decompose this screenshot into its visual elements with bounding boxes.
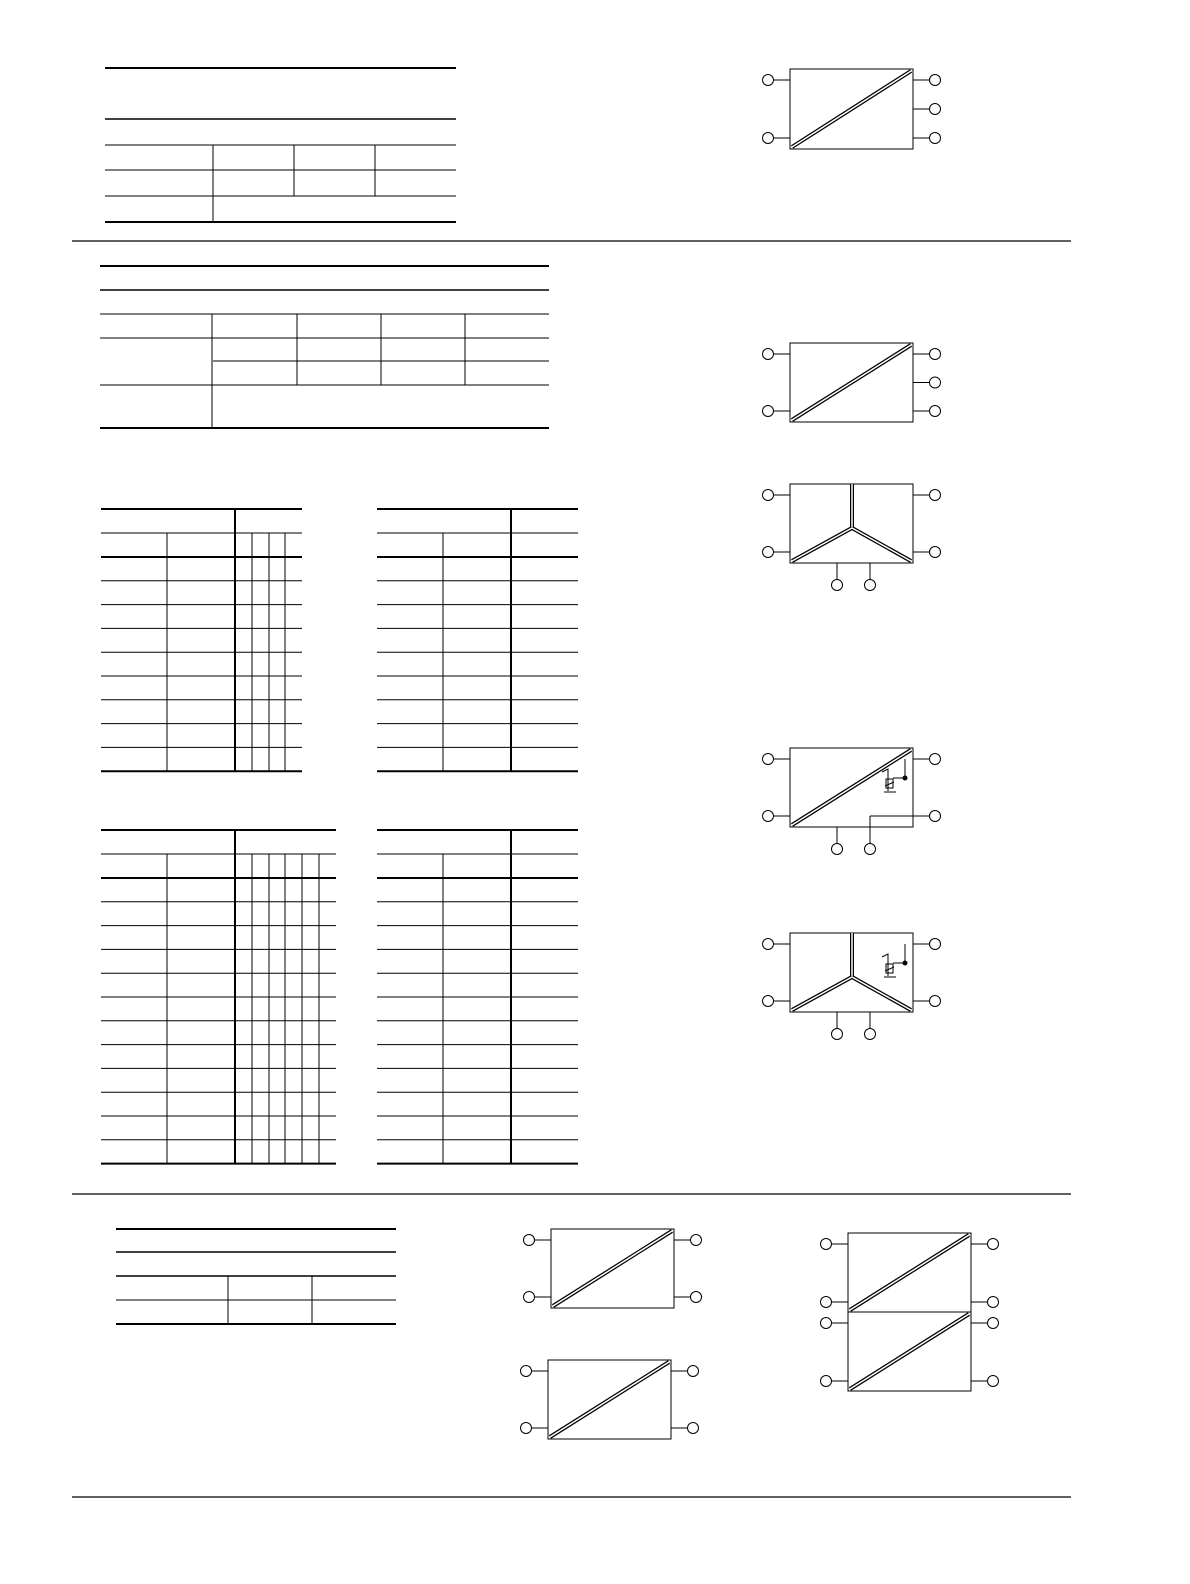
grid-table-a: [101, 509, 302, 771]
terminal-icon: [832, 844, 843, 855]
block-4: [763, 748, 941, 855]
terminal-icon: [988, 1318, 999, 1329]
isolation-barrier-gap: [852, 528, 911, 561]
block-8: [821, 1233, 999, 1391]
terminal-icon: [763, 547, 774, 558]
terminal-icon: [865, 1029, 876, 1040]
isolation-barrier-gap: [553, 1231, 672, 1306]
isolation-barrier-gap: [792, 71, 911, 147]
section-separators: [72, 241, 1071, 1497]
terminal-icon: [763, 939, 774, 950]
terminal-icon: [763, 811, 774, 822]
terminal-icon: [763, 490, 774, 501]
block-7: [521, 1360, 699, 1439]
terminal-icon: [524, 1235, 535, 1246]
terminal-icon: [763, 133, 774, 144]
spec-table-1: [105, 68, 456, 222]
isolation-barrier-gap: [550, 1362, 669, 1437]
terminal-icon: [865, 580, 876, 591]
isolation-barrier-gap: [850, 1235, 969, 1310]
terminal-icon: [524, 1292, 535, 1303]
isolation-barrier-gap: [792, 345, 911, 420]
terminal-icon: [930, 104, 941, 115]
terminal-icon: [988, 1239, 999, 1250]
isolation-barrier-gap: [792, 977, 852, 1010]
terminal-icon: [521, 1423, 532, 1434]
terminal-icon: [832, 1029, 843, 1040]
isolation-barrier-gap: [850, 1314, 969, 1389]
terminal-icon: [930, 75, 941, 86]
terminal-icon: [930, 996, 941, 1007]
block-6: [524, 1229, 702, 1308]
grid-table-c: [101, 830, 336, 1164]
terminal-icon: [691, 1292, 702, 1303]
terminal-icon: [988, 1297, 999, 1308]
grid-table-d: [377, 830, 578, 1164]
isolation-barrier-gap: [852, 977, 911, 1010]
terminal-icon: [821, 1297, 832, 1308]
terminal-icon: [930, 754, 941, 765]
block-1: [763, 69, 941, 149]
spec-tables: [100, 68, 578, 1324]
terminal-icon: [832, 580, 843, 591]
block-3: [763, 484, 941, 591]
terminal-icon: [821, 1376, 832, 1387]
terminal-icon: [688, 1423, 699, 1434]
terminal-icon: [691, 1235, 702, 1246]
isolation-barrier-gap: [792, 528, 852, 561]
wiring-diagrams: [521, 69, 999, 1439]
terminal-icon: [763, 754, 774, 765]
terminal-icon: [988, 1376, 999, 1387]
terminal-icon: [930, 811, 941, 822]
block-2: [763, 343, 941, 422]
terminal-icon: [930, 349, 941, 360]
terminal-icon: [763, 75, 774, 86]
terminal-icon: [521, 1366, 532, 1377]
terminal-icon: [930, 377, 941, 388]
terminal-icon: [763, 996, 774, 1007]
relay-contact-icon: [882, 954, 896, 977]
terminal-icon: [821, 1239, 832, 1250]
terminal-icon: [930, 939, 941, 950]
relay-contact-icon: [882, 769, 896, 792]
grid-table-b: [377, 509, 578, 771]
terminal-icon: [930, 133, 941, 144]
terminal-icon: [865, 844, 876, 855]
block-5: [763, 933, 941, 1040]
spec-table-2: [100, 266, 549, 428]
terminal-icon: [763, 406, 774, 417]
terminal-icon: [930, 406, 941, 417]
terminal-icon: [930, 547, 941, 558]
spec-table-3: [116, 1229, 396, 1324]
terminal-icon: [930, 490, 941, 501]
terminal-icon: [821, 1318, 832, 1329]
terminal-icon: [688, 1366, 699, 1377]
terminal-icon: [763, 349, 774, 360]
